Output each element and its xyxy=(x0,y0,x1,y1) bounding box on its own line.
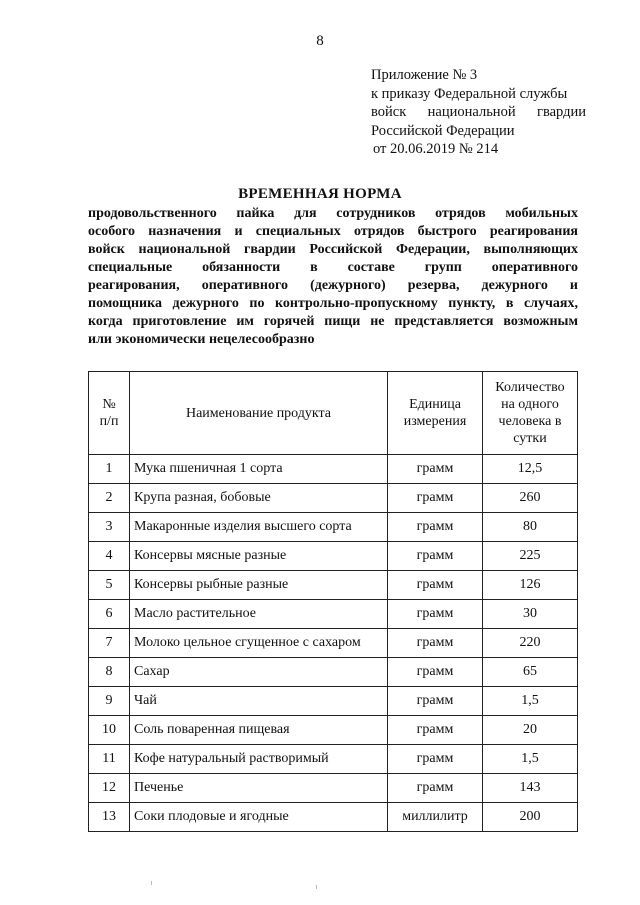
product-name: Макаронные изделия высшего сорта xyxy=(130,513,388,542)
row-number: 12 xyxy=(89,774,130,803)
unit: грамм xyxy=(388,600,483,629)
unit: грамм xyxy=(388,687,483,716)
row-number: 7 xyxy=(89,629,130,658)
table-row xyxy=(89,687,578,716)
table-row xyxy=(89,455,578,484)
product-name: Мука пшеничная 1 сорта xyxy=(130,455,388,484)
quantity: 225 xyxy=(483,542,578,571)
unit: грамм xyxy=(388,716,483,745)
product-name: Молоко цельное сгущенное с сахаром xyxy=(130,629,388,658)
appendix-line: к приказу Федеральной службы xyxy=(371,85,568,102)
subtitle-line: войск национальной гвардии Российской Федерации, выполняющих xyxy=(88,242,578,257)
quantity: 20 xyxy=(483,716,578,745)
product-name: Сахар xyxy=(130,658,388,687)
quantity: 30 xyxy=(483,600,578,629)
row-number: 2 xyxy=(89,484,130,513)
table-header-row xyxy=(89,372,578,455)
row-number: 11 xyxy=(89,745,130,774)
unit: грамм xyxy=(388,571,483,600)
quantity: 143 xyxy=(483,774,578,803)
appendix-date: от 20.06.2019 № 214 xyxy=(373,141,499,157)
row-number: 13 xyxy=(89,803,130,832)
quantity: 220 xyxy=(483,629,578,658)
row-number: 4 xyxy=(89,542,130,571)
header-unit: Единица измерения xyxy=(388,372,483,455)
table-row xyxy=(89,600,578,629)
product-name: Кофе натуральный растворимый xyxy=(130,745,388,774)
unit: миллилитр xyxy=(388,803,483,832)
subtitle-line: или экономически нецелесообразно xyxy=(88,332,315,347)
unit: грамм xyxy=(388,629,483,658)
quantity: 260 xyxy=(483,484,578,513)
row-number: 9 xyxy=(89,687,130,716)
unit: грамм xyxy=(388,658,483,687)
appendix-block xyxy=(371,66,586,159)
appendix-line: Российской Федерации xyxy=(371,122,515,139)
scan-mark xyxy=(316,885,317,889)
row-number: 1 xyxy=(89,455,130,484)
table-body xyxy=(89,455,578,832)
table-row xyxy=(89,571,578,600)
subtitle-line: продовольственного пайка для сотрудников отрядов мобильных xyxy=(88,206,578,221)
product-name: Соки плодовые и ягодные xyxy=(130,803,388,832)
table-row xyxy=(89,803,578,832)
quantity: 65 xyxy=(483,658,578,687)
product-name: Консервы рыбные разные xyxy=(130,571,388,600)
unit: грамм xyxy=(388,745,483,774)
product-name: Консервы мясные разные xyxy=(130,542,388,571)
quantity: 200 xyxy=(483,803,578,832)
row-number: 3 xyxy=(89,513,130,542)
table-row xyxy=(89,658,578,687)
ration-norms-table xyxy=(88,371,578,832)
header-product-name: Наименование продукта xyxy=(130,372,388,455)
product-name: Чай xyxy=(130,687,388,716)
appendix-line: войск национальной гвардии xyxy=(371,104,586,120)
quantity: 1,5 xyxy=(483,687,578,716)
row-number: 6 xyxy=(89,600,130,629)
subtitle-line: специальные обязанности в составе групп оперативного xyxy=(88,260,578,275)
table-row xyxy=(89,745,578,774)
table-row xyxy=(89,484,578,513)
subtitle-line: помощника дежурного по контрольно-пропускному пункту, в случаях, xyxy=(88,296,578,311)
unit: грамм xyxy=(388,455,483,484)
table-row xyxy=(89,542,578,571)
quantity: 1,5 xyxy=(483,745,578,774)
quantity: 126 xyxy=(483,571,578,600)
subtitle-line: когда приготовление им горячей пищи не представляется возможным xyxy=(88,314,578,329)
subtitle-line: особого назначения и специальных отрядов быстрого реагирования xyxy=(88,224,578,239)
unit: грамм xyxy=(388,542,483,571)
subtitle-line: реагирования, оперативного (дежурного) резерва, дежурного и xyxy=(88,278,578,293)
quantity: 12,5 xyxy=(483,455,578,484)
document-subtitle xyxy=(88,205,578,349)
unit: грамм xyxy=(388,484,483,513)
scan-mark xyxy=(151,881,152,885)
product-name: Соль поваренная пищевая xyxy=(130,716,388,745)
table-row xyxy=(89,629,578,658)
product-name: Крупа разная, бобовые xyxy=(130,484,388,513)
row-number: 10 xyxy=(89,716,130,745)
table-row xyxy=(89,716,578,745)
quantity: 80 xyxy=(483,513,578,542)
row-number: 5 xyxy=(89,571,130,600)
page-number: 8 xyxy=(316,33,324,49)
product-name: Масло растительное xyxy=(130,600,388,629)
header-quantity: Количество на одного человека в сутки xyxy=(483,372,578,455)
unit: грамм xyxy=(388,513,483,542)
row-number: 8 xyxy=(89,658,130,687)
table-row xyxy=(89,513,578,542)
unit: грамм xyxy=(388,774,483,803)
product-name: Печенье xyxy=(130,774,388,803)
header-number: № п/п xyxy=(89,372,130,455)
appendix-line: Приложение № 3 xyxy=(371,67,478,83)
document-title: ВРЕМЕННАЯ НОРМА xyxy=(238,186,402,202)
table-row xyxy=(89,774,578,803)
